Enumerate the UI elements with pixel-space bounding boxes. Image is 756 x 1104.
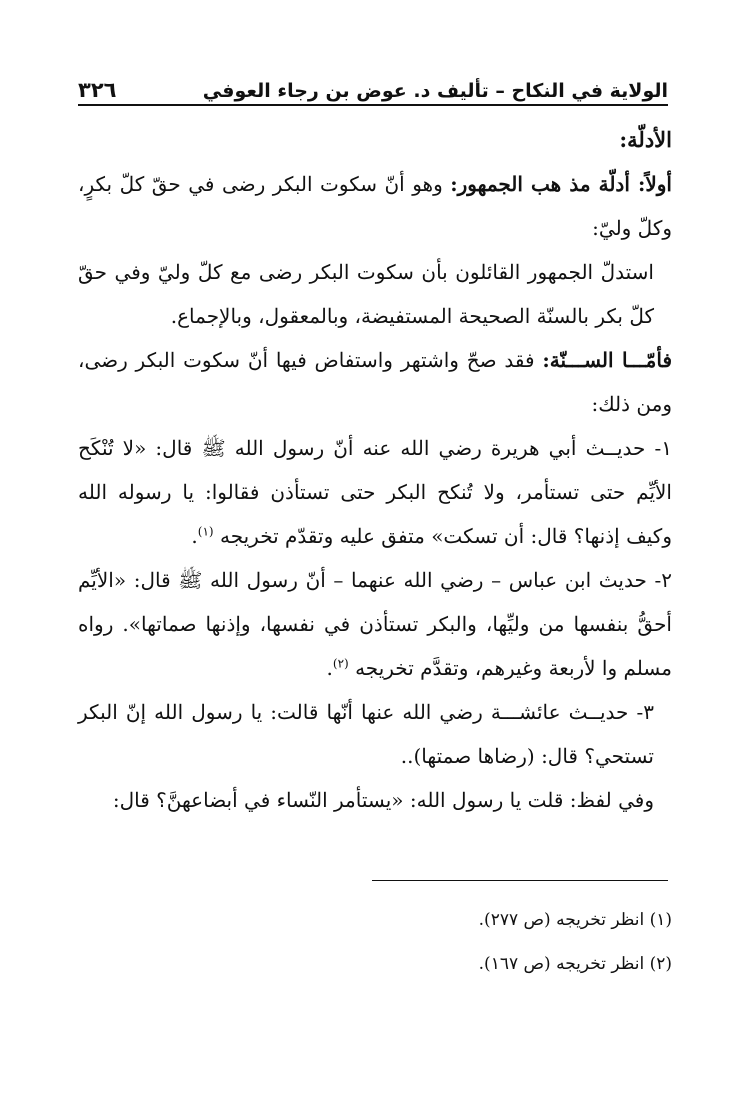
hadith-2: ٢- حديث ابن عباس – رضي الله عنهما – أنّ رسول الله ﷺ قال: «الأيِّم أحقُّ بنفسها من وليِّها، والبكر تستأذن في نفسها، وإذنها صماتها». رواه مسلم وا لأربعة وغيرهم، وتقدَّم تخريجه $^{(٢)}$.	[78, 568, 672, 680]
footnote-ref-2: (٢)	[332, 656, 349, 671]
first-evidence-text: وهو أنّ سكوت البكر رضى في حقّ كلّ بكرٍ، وكلّ وليّ:	[78, 172, 672, 240]
hadith-1: ١- حديــث أبي هريرة رضي الله عنه أنّ رسول الله ﷺ قال: «لا تُنْكَح الأيِّم حتى تستأمر، ولا تُنكح البكر حتى تستأذن فقالوا: يا رسوله الله وكيف إذنها؟ قال: أن تسكت» متفق عليه وتقدّم تخريجه $^{(١)}$.	[78, 436, 672, 548]
sunnah-heading: فأمّـــا الســـنّة:	[542, 348, 673, 372]
running-header	[78, 72, 668, 102]
section-heading: الأدلّة:	[619, 127, 672, 152]
footnotes	[78, 898, 672, 986]
footnote-ref-1: (١)	[197, 524, 214, 539]
paragraph-other-wording: وفي لفظ: قلت يا رسول الله: «يستأمر النّساء في أبضاعهنَّ؟ قال:	[112, 788, 654, 812]
paragraph-sunnah	[78, 338, 672, 426]
sunnah-text: فقد صحّ واشتهر واستفاض فيها أنّ سكوت البكر رضى، ومن ذلك:	[78, 348, 672, 416]
paragraph-inference: استدلّ الجمهور القائلون بأن سكوت البكر رضى مع كلّ وليّ وفي حقّ كلّ بكر بالسنّة الصحيحة المستفيضة، وبالمعقول، وبالإجماع.	[78, 260, 654, 328]
page-number: ٣٢٦	[78, 78, 117, 102]
header-title: الولاية في النكاح – تأليف د. عوض بن رجاء العوفي	[202, 80, 668, 102]
hadith-3: ٣- حديــث عائشـــة رضي الله عنها أنّها قالت: يا رسول الله إنّ البكر تستحي؟ قال: (رضاها صمتها)..	[78, 700, 654, 768]
hadith-2-text: ٢- حديث ابن عباس – رضي الله عنهما – أنّ رسول الله ﷺ قال: «الأيِّم أحقُّ بنفسها من وليِّها، والبكر تستأذن في نفسها، وإذنها صماتها». رواه مسلم وا لأربعة وغيرهم، وتقدَّم تخريجه	[78, 568, 672, 680]
footnote-divider	[372, 880, 668, 881]
header-divider	[78, 104, 668, 106]
paragraph-first-evidence	[78, 162, 672, 250]
footnote-1: (١) انظر تخريجه (ص ٢٧٧).	[478, 910, 672, 930]
footnote-2: (٢) انظر تخريجه (ص ١٦٧).	[478, 954, 672, 974]
hadith-1-text: ١- حديــث أبي هريرة رضي الله عنه أنّ رسول الله ﷺ قال: «لا تُنْكَح الأيِّم حتى تستأمر، ولا تُنكح البكر حتى تستأذن فقالوا: يا رسوله الله وكيف إذنها؟ قال: أن تسكت» متفق عليه وتقدّم تخريجه	[78, 436, 672, 548]
first-evidence-heading: أولاً: أدلّة مذ هب الجمهور:	[450, 172, 672, 196]
main-text	[78, 118, 672, 822]
